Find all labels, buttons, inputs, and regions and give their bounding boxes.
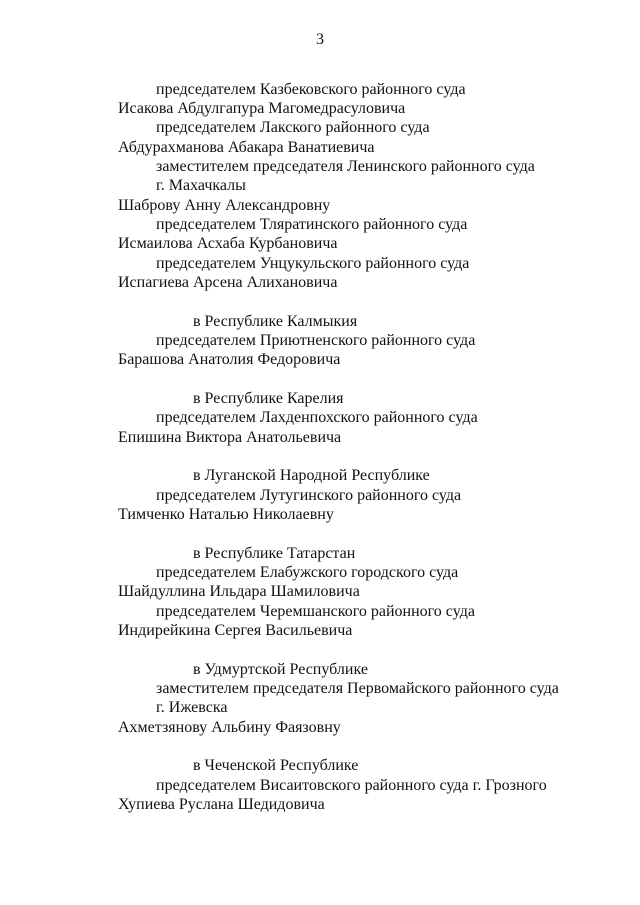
person-name: Ахметзянову Альбину Фаязовну [118,719,341,736]
person-name: Исакова Абдулгапура Магомедрасуловича [118,100,406,117]
position-line: заместителем председателя Ленинского районного суда [156,158,535,175]
region-heading: в Луганской Народной Республике [193,467,430,484]
person-name: Барашова Анатолия Федоровича [118,351,341,368]
region-heading: в Республике Калмыкия [193,313,358,330]
page-number: 3 [316,31,324,48]
position-line: председателем Лутугинского районного суда [156,487,462,504]
position-line: председателем Лакского районного суда [156,119,430,136]
person-name: Индирейкина Сергея Васильевича [118,622,353,639]
person-name: Испагиева Арсена Алихановича [118,274,338,291]
position-line: председателем Унцукульского районного суда [156,255,470,272]
position-line: председателем Казбековского районного суда [156,81,466,98]
position-line: председателем Елабужского городского суда [156,564,459,581]
position-line: председателем Висаитовского районного суда г. Грозного [156,777,547,794]
position-line: г. Махачкалы [156,177,246,194]
person-name: Шайдуллина Ильдара Шамиловича [118,583,360,600]
region-heading: в Республике Татарстан [193,545,356,562]
position-line: председателем Лахденпохского районного суда [156,409,478,426]
position-line: председателем Приютненского районного суда [156,332,476,349]
position-line: г. Ижевска [156,699,228,716]
position-line: заместителем председателя Первомайского районного суда [156,680,559,697]
person-name: Хупиева Руслана Шедидовича [118,796,325,813]
region-heading: в Чеченской Республике [193,757,359,774]
position-line: председателем Тляратинского районного суда [156,216,468,233]
person-name: Епишина Виктора Анатольевича [118,429,342,446]
person-name: Исмаилова Асхаба Курбановича [118,235,338,252]
person-name: Шаброву Анну Александровну [118,197,331,214]
region-heading: в Республике Карелия [193,390,344,407]
person-name: Тимченко Наталью Николаевну [118,506,334,523]
person-name: Абдурахманова Абакара Ванатиевича [118,139,375,156]
position-line: председателем Черемшанского районного суда [156,603,475,620]
region-heading: в Удмуртской Республике [193,661,368,678]
